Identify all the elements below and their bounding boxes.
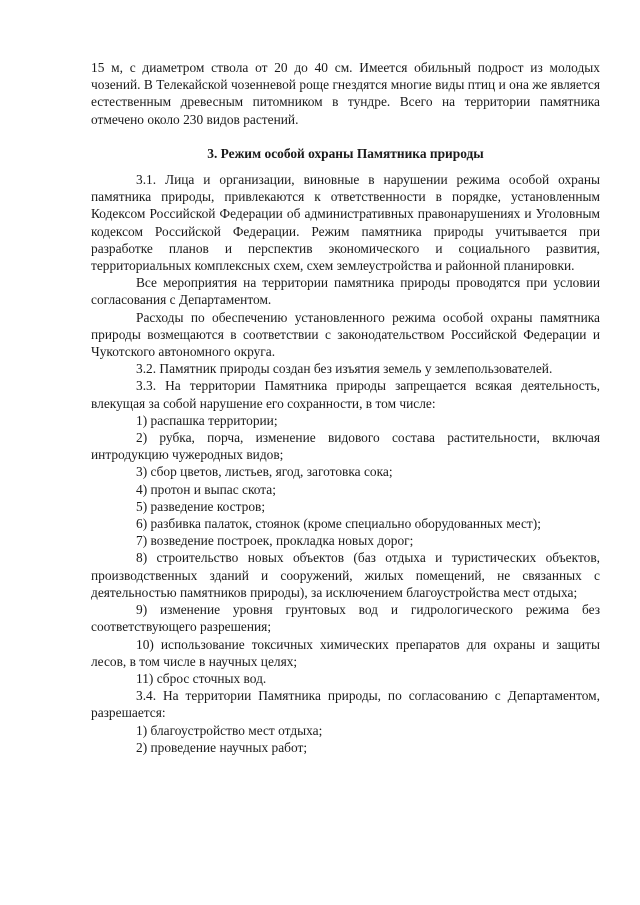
- prohibited-item: 3) сбор цветов, листьев, ягод, заготовка сока;: [136, 464, 393, 480]
- section-heading: 3. Режим особой охраны Памятника природы: [207, 145, 484, 161]
- permitted-item: 2) проведение научных работ;: [136, 739, 308, 755]
- prohibited-item: 7) возведение построек, прокладка новых дорог;: [136, 533, 414, 549]
- paragraph-3-2: 3.2. Памятник природы создан без изъятия земель у землепользователей.: [136, 361, 553, 377]
- prohibited-item: 5) разведение костров;: [136, 498, 266, 514]
- paragraph-approval: Все мероприятия на территории памятника природы проводятся при условии согласования с Департаментом.: [91, 275, 600, 308]
- paragraph-3-4: 3.4. На территории Памятника природы, по согласованию с Департаментом, разрешается:: [91, 688, 600, 721]
- prohibited-item: 10) использование токсичных химических препаратов для охраны и защиты лесов, в том числе в научных целях;: [91, 636, 600, 669]
- prohibited-item: 1) распашка территории;: [136, 412, 278, 428]
- intro-paragraph: 15 м, с диаметром ствола от 20 до 40 см. Имеется обильный подрост из молодых чозений. В Телекайской чозенневой роще гнездятся многие виды птиц и она же является естественным древесным питомником в тундре. Всего на территории памятника отмечено около 230 видов растений.: [91, 60, 600, 127]
- paragraph-expenses: Расходы по обеспечению установленного режима особой охраны памятника природы возмещаются в соответствии с законодательством Российской Федерации и Чукотского автономного округа.: [91, 309, 600, 360]
- prohibited-item: 2) рубка, порча, изменение видового состава растительности, включая интродукцию чужеродных видов;: [91, 430, 600, 463]
- prohibited-item: 8) строительство новых объектов (баз отдыха и туристических объектов, производственных зданий и сооружений, жилых помещений, не связанных с деятельностью памятников природы), за исключением благоустройства мест отдыха;: [91, 550, 600, 600]
- paragraph-3-1: 3.1. Лица и организации, виновные в нарушении режима особой охраны памятника природы, привлекаются к ответственности в порядке, установленным Кодексом Российской Федерации об административных правонарушениях и Уголовным кодексом Российской Федерации. Режим памятника природы учитывается при разработке планов и перспектив экономического и социального развития, территориальных комплексных схем, схем землеустройства и районной планировки.: [91, 172, 600, 274]
- permitted-item: 1) благоустройство мест отдыха;: [136, 722, 323, 738]
- prohibited-item: 6) разбивка палаток, стоянок (кроме специально оборудованных мест);: [136, 516, 541, 532]
- paragraph-3-3: 3.3. На территории Памятника природы запрещается всякая деятельность, влекущая за собой нарушение его сохранности, в том числе:: [91, 378, 600, 411]
- prohibited-item: 9) изменение уровня грунтовых вод и гидрологического режима без соответствующего разрешения;: [91, 602, 600, 635]
- prohibited-item: 11) сброс сточных вод.: [136, 670, 267, 686]
- prohibited-item: 4) протон и выпас скота;: [136, 481, 276, 497]
- document-body: [91, 59, 600, 756]
